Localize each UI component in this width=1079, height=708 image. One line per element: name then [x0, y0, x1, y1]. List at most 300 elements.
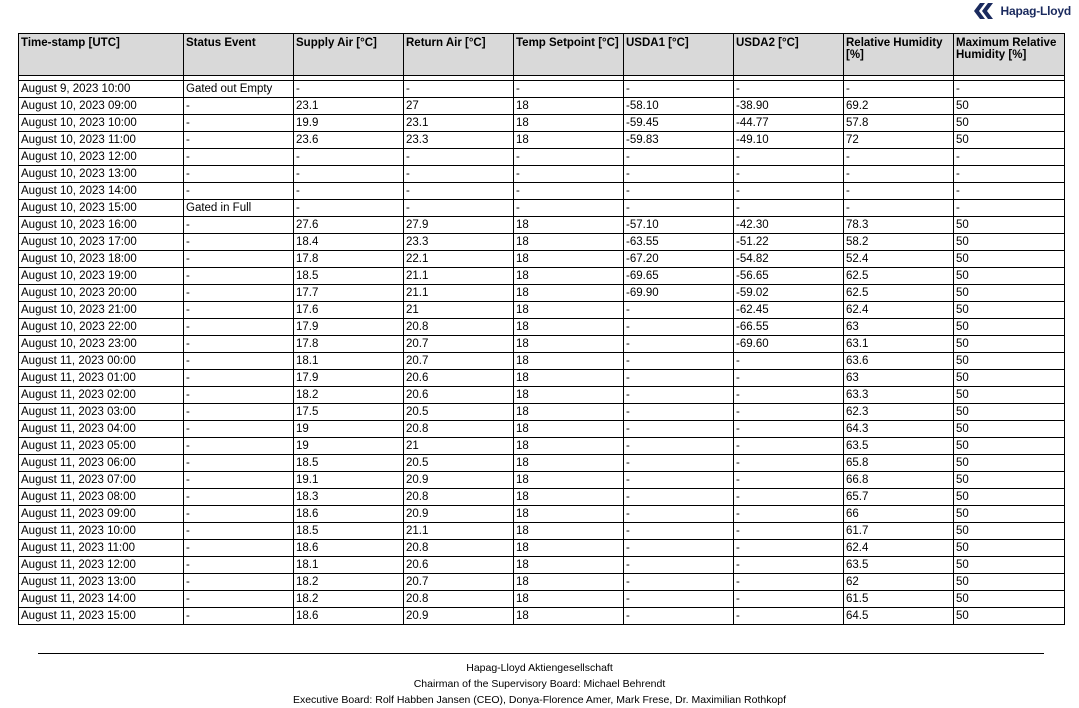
cell-temp-setpoint: 18	[514, 234, 624, 251]
cell-timestamp: August 11, 2023 05:00	[19, 438, 184, 455]
cell-relative-humidity: 57.8	[844, 115, 954, 132]
table-row	[19, 319, 1065, 336]
cell-timestamp: August 10, 2023 14:00	[19, 183, 184, 200]
cell-relative-humidity: 72	[844, 132, 954, 149]
cell-supply-air: 23.6	[294, 132, 404, 149]
cell-temp-setpoint: 18	[514, 319, 624, 336]
cell-relative-humidity: 63	[844, 370, 954, 387]
cell-status-event: -	[184, 506, 294, 523]
cell-return-air: 20.7	[404, 574, 514, 591]
cell-timestamp: August 11, 2023 12:00	[19, 557, 184, 574]
cell-temp-setpoint: -	[514, 183, 624, 200]
footer	[0, 660, 1079, 708]
cell-usda1: -	[624, 523, 734, 540]
cell-timestamp: August 11, 2023 01:00	[19, 370, 184, 387]
cell-max-relative-humidity: 50	[954, 523, 1065, 540]
cell-return-air: -	[404, 200, 514, 217]
cell-status-event: -	[184, 557, 294, 574]
cell-usda1: -	[624, 370, 734, 387]
cell-supply-air: 19.1	[294, 472, 404, 489]
cell-supply-air: 18.2	[294, 387, 404, 404]
cell-temp-setpoint: 18	[514, 132, 624, 149]
cell-usda1: -58.10	[624, 98, 734, 115]
cell-return-air: 21.1	[404, 285, 514, 302]
table-row	[19, 421, 1065, 438]
table-row	[19, 506, 1065, 523]
cell-usda1: -57.10	[624, 217, 734, 234]
cell-usda1: -69.90	[624, 285, 734, 302]
cell-relative-humidity: -	[844, 81, 954, 98]
logo-text: Hapag-Lloyd	[1000, 4, 1071, 18]
cell-relative-humidity: 64.5	[844, 608, 954, 625]
cell-supply-air: 18.1	[294, 353, 404, 370]
cell-return-air: -	[404, 149, 514, 166]
cell-usda2: -66.55	[734, 319, 844, 336]
cell-max-relative-humidity: 50	[954, 404, 1065, 421]
cell-relative-humidity: -	[844, 183, 954, 200]
table-row	[19, 302, 1065, 319]
cell-usda2: -59.02	[734, 285, 844, 302]
cell-usda1: -	[624, 489, 734, 506]
cell-usda1: -67.20	[624, 251, 734, 268]
cell-return-air: 20.8	[404, 591, 514, 608]
cell-return-air: 21	[404, 438, 514, 455]
cell-supply-air: 18.2	[294, 574, 404, 591]
cell-return-air: 20.6	[404, 557, 514, 574]
cell-usda1: -69.65	[624, 268, 734, 285]
table-row	[19, 540, 1065, 557]
cell-return-air: -	[404, 166, 514, 183]
cell-usda1: -	[624, 149, 734, 166]
column-header-supply-air: Supply Air [°C]	[294, 34, 404, 76]
footer-executive-board: Executive Board: Rolf Habben Jansen (CEO), Donya-Florence Amer, Mark Frese, Dr. Maximilian Rothkopf	[292, 694, 787, 706]
cell-usda1: -	[624, 591, 734, 608]
cell-timestamp: August 11, 2023 03:00	[19, 404, 184, 421]
cell-relative-humidity: 62.3	[844, 404, 954, 421]
cell-temp-setpoint: 18	[514, 591, 624, 608]
cell-temp-setpoint: 18	[514, 438, 624, 455]
footer-divider	[38, 653, 1044, 654]
cell-timestamp: August 11, 2023 02:00	[19, 387, 184, 404]
cell-max-relative-humidity: 50	[954, 489, 1065, 506]
reefer-data-table	[18, 33, 1065, 625]
table-row	[19, 200, 1065, 217]
table-row	[19, 166, 1065, 183]
cell-timestamp: August 10, 2023 15:00	[19, 200, 184, 217]
cell-max-relative-humidity: -	[954, 200, 1065, 217]
cell-timestamp: August 10, 2023 19:00	[19, 268, 184, 285]
cell-temp-setpoint: 18	[514, 455, 624, 472]
cell-usda2: -	[734, 149, 844, 166]
cell-status-event: -	[184, 336, 294, 353]
cell-return-air: -	[404, 81, 514, 98]
cell-relative-humidity: 62.4	[844, 302, 954, 319]
cell-relative-humidity: 66.8	[844, 472, 954, 489]
cell-timestamp: August 10, 2023 12:00	[19, 149, 184, 166]
cell-supply-air: 17.9	[294, 319, 404, 336]
cell-return-air: 21.1	[404, 268, 514, 285]
cell-supply-air: 18.3	[294, 489, 404, 506]
cell-temp-setpoint: -	[514, 81, 624, 98]
cell-status-event: -	[184, 217, 294, 234]
cell-temp-setpoint: 18	[514, 523, 624, 540]
cell-temp-setpoint: 18	[514, 302, 624, 319]
cell-usda2: -	[734, 523, 844, 540]
cell-status-event: -	[184, 166, 294, 183]
cell-relative-humidity: 63.5	[844, 557, 954, 574]
cell-max-relative-humidity: 50	[954, 438, 1065, 455]
cell-temp-setpoint: 18	[514, 540, 624, 557]
cell-return-air: 23.3	[404, 234, 514, 251]
cell-timestamp: August 11, 2023 09:00	[19, 506, 184, 523]
cell-timestamp: August 11, 2023 06:00	[19, 455, 184, 472]
cell-usda2: -	[734, 540, 844, 557]
table-row	[19, 591, 1065, 608]
cell-relative-humidity: -	[844, 200, 954, 217]
cell-return-air: 27.9	[404, 217, 514, 234]
cell-timestamp: August 11, 2023 08:00	[19, 489, 184, 506]
cell-max-relative-humidity: -	[954, 81, 1065, 98]
table-row	[19, 370, 1065, 387]
hapag-lloyd-logo-icon	[974, 3, 996, 19]
cell-supply-air: 19.9	[294, 115, 404, 132]
cell-temp-setpoint: -	[514, 166, 624, 183]
cell-relative-humidity: 65.7	[844, 489, 954, 506]
cell-relative-humidity: 66	[844, 506, 954, 523]
table-body	[19, 76, 1065, 625]
cell-timestamp: August 10, 2023 22:00	[19, 319, 184, 336]
cell-usda1: -	[624, 387, 734, 404]
cell-supply-air: 18.6	[294, 506, 404, 523]
cell-max-relative-humidity: 50	[954, 506, 1065, 523]
cell-max-relative-humidity: 50	[954, 319, 1065, 336]
table-row	[19, 353, 1065, 370]
cell-return-air: 20.7	[404, 353, 514, 370]
cell-temp-setpoint: 18	[514, 268, 624, 285]
table-row	[19, 183, 1065, 200]
table-row	[19, 455, 1065, 472]
cell-max-relative-humidity: 50	[954, 285, 1065, 302]
cell-temp-setpoint: 18	[514, 421, 624, 438]
cell-usda1: -	[624, 540, 734, 557]
cell-timestamp: August 10, 2023 11:00	[19, 132, 184, 149]
cell-temp-setpoint: 18	[514, 115, 624, 132]
cell-usda1: -	[624, 81, 734, 98]
footer-company: Hapag-Lloyd Aktiengesellschaft	[466, 662, 613, 674]
cell-usda2: -	[734, 472, 844, 489]
cell-relative-humidity: 58.2	[844, 234, 954, 251]
cell-max-relative-humidity: 50	[954, 132, 1065, 149]
cell-max-relative-humidity: 50	[954, 268, 1065, 285]
cell-timestamp: August 10, 2023 16:00	[19, 217, 184, 234]
cell-usda2: -	[734, 455, 844, 472]
cell-usda2: -	[734, 591, 844, 608]
cell-relative-humidity: -	[844, 166, 954, 183]
cell-temp-setpoint: -	[514, 149, 624, 166]
cell-supply-air: 18.5	[294, 268, 404, 285]
cell-supply-air: -	[294, 149, 404, 166]
cell-temp-setpoint: 18	[514, 251, 624, 268]
column-header-temp-setpoint: Temp Setpoint [°C]	[514, 34, 624, 76]
cell-usda1: -	[624, 608, 734, 625]
cell-timestamp: August 10, 2023 09:00	[19, 98, 184, 115]
column-header-relative-humidity: Relative Humidity [%]	[844, 34, 954, 76]
cell-relative-humidity: 63	[844, 319, 954, 336]
cell-max-relative-humidity: -	[954, 166, 1065, 183]
cell-usda1: -59.45	[624, 115, 734, 132]
cell-relative-humidity: 63.3	[844, 387, 954, 404]
cell-usda1: -	[624, 302, 734, 319]
cell-usda2: -54.82	[734, 251, 844, 268]
cell-supply-air: 18.5	[294, 523, 404, 540]
cell-relative-humidity: -	[844, 149, 954, 166]
cell-usda1: -63.55	[624, 234, 734, 251]
column-header-return-air: Return Air [°C]	[404, 34, 514, 76]
cell-status-event: -	[184, 115, 294, 132]
cell-max-relative-humidity: 50	[954, 608, 1065, 625]
cell-temp-setpoint: 18	[514, 506, 624, 523]
cell-supply-air: 18.4	[294, 234, 404, 251]
cell-usda1: -	[624, 336, 734, 353]
cell-supply-air: 17.8	[294, 336, 404, 353]
cell-supply-air: 18.6	[294, 540, 404, 557]
cell-usda1: -	[624, 421, 734, 438]
cell-max-relative-humidity: 50	[954, 455, 1065, 472]
cell-status-event: -	[184, 455, 294, 472]
cell-temp-setpoint: 18	[514, 608, 624, 625]
cell-relative-humidity: 62.5	[844, 285, 954, 302]
table-row	[19, 404, 1065, 421]
cell-timestamp: August 10, 2023 23:00	[19, 336, 184, 353]
cell-supply-air: 17.5	[294, 404, 404, 421]
cell-timestamp: August 10, 2023 13:00	[19, 166, 184, 183]
cell-status-event: -	[184, 353, 294, 370]
cell-max-relative-humidity: 50	[954, 98, 1065, 115]
cell-timestamp: August 10, 2023 17:00	[19, 234, 184, 251]
cell-relative-humidity: 63.1	[844, 336, 954, 353]
cell-supply-air: 27.6	[294, 217, 404, 234]
cell-usda2: -	[734, 404, 844, 421]
cell-usda2: -	[734, 81, 844, 98]
cell-max-relative-humidity: -	[954, 183, 1065, 200]
cell-temp-setpoint: 18	[514, 404, 624, 421]
cell-temp-setpoint: -	[514, 200, 624, 217]
table-row	[19, 81, 1065, 98]
cell-usda2: -	[734, 387, 844, 404]
cell-return-air: 20.5	[404, 455, 514, 472]
cell-return-air: -	[404, 183, 514, 200]
table-row	[19, 523, 1065, 540]
cell-status-event: -	[184, 591, 294, 608]
cell-usda2: -	[734, 353, 844, 370]
cell-supply-air: 17.7	[294, 285, 404, 302]
cell-temp-setpoint: 18	[514, 387, 624, 404]
cell-status-event: -	[184, 132, 294, 149]
cell-supply-air: 17.6	[294, 302, 404, 319]
cell-status-event: Gated out Empty	[184, 81, 294, 98]
cell-max-relative-humidity: 50	[954, 421, 1065, 438]
cell-supply-air: 19	[294, 438, 404, 455]
cell-usda2: -	[734, 421, 844, 438]
cell-max-relative-humidity: 50	[954, 115, 1065, 132]
table-row	[19, 574, 1065, 591]
cell-max-relative-humidity: 50	[954, 557, 1065, 574]
cell-usda2: -69.60	[734, 336, 844, 353]
cell-status-event: -	[184, 98, 294, 115]
table-row	[19, 608, 1065, 625]
cell-supply-air: 17.9	[294, 370, 404, 387]
cell-return-air: 20.9	[404, 608, 514, 625]
cell-supply-air: 18.1	[294, 557, 404, 574]
cell-return-air: 20.9	[404, 472, 514, 489]
cell-relative-humidity: 64.3	[844, 421, 954, 438]
cell-usda1: -	[624, 404, 734, 421]
cell-usda1: -	[624, 506, 734, 523]
cell-timestamp: August 11, 2023 10:00	[19, 523, 184, 540]
cell-status-event: -	[184, 523, 294, 540]
cell-timestamp: August 10, 2023 10:00	[19, 115, 184, 132]
table-row	[19, 489, 1065, 506]
cell-usda2: -	[734, 183, 844, 200]
cell-return-air: 20.8	[404, 489, 514, 506]
cell-relative-humidity: 52.4	[844, 251, 954, 268]
column-header-usda2: USDA2 [°C]	[734, 34, 844, 76]
cell-return-air: 23.1	[404, 115, 514, 132]
table-row	[19, 557, 1065, 574]
cell-timestamp: August 9, 2023 10:00	[19, 81, 184, 98]
cell-return-air: 20.9	[404, 506, 514, 523]
cell-temp-setpoint: 18	[514, 285, 624, 302]
table-row	[19, 98, 1065, 115]
cell-status-event: -	[184, 421, 294, 438]
cell-usda1: -	[624, 472, 734, 489]
cell-supply-air: -	[294, 166, 404, 183]
cell-usda2: -42.30	[734, 217, 844, 234]
table-row	[19, 387, 1065, 404]
cell-max-relative-humidity: 50	[954, 472, 1065, 489]
table-row	[19, 285, 1065, 302]
cell-usda2: -56.65	[734, 268, 844, 285]
cell-return-air: 23.3	[404, 132, 514, 149]
cell-status-event: -	[184, 387, 294, 404]
cell-usda2: -	[734, 506, 844, 523]
cell-relative-humidity: 78.3	[844, 217, 954, 234]
cell-temp-setpoint: 18	[514, 336, 624, 353]
cell-status-event: -	[184, 438, 294, 455]
cell-usda2: -	[734, 608, 844, 625]
cell-usda2: -49.10	[734, 132, 844, 149]
cell-relative-humidity: 63.6	[844, 353, 954, 370]
cell-usda1: -	[624, 183, 734, 200]
cell-status-event: -	[184, 149, 294, 166]
cell-max-relative-humidity: 50	[954, 370, 1065, 387]
cell-return-air: 20.8	[404, 540, 514, 557]
cell-max-relative-humidity: 50	[954, 387, 1065, 404]
cell-relative-humidity: 62.4	[844, 540, 954, 557]
cell-status-event: -	[184, 285, 294, 302]
cell-return-air: 22.1	[404, 251, 514, 268]
cell-status-event: -	[184, 319, 294, 336]
cell-relative-humidity: 65.8	[844, 455, 954, 472]
cell-max-relative-humidity: 50	[954, 540, 1065, 557]
cell-status-event: -	[184, 251, 294, 268]
cell-usda1: -	[624, 319, 734, 336]
cell-timestamp: August 11, 2023 11:00	[19, 540, 184, 557]
cell-usda1: -	[624, 574, 734, 591]
cell-max-relative-humidity: 50	[954, 574, 1065, 591]
cell-temp-setpoint: 18	[514, 370, 624, 387]
cell-relative-humidity: 62.5	[844, 268, 954, 285]
cell-usda1: -	[624, 353, 734, 370]
table-row	[19, 115, 1065, 132]
cell-timestamp: August 11, 2023 13:00	[19, 574, 184, 591]
cell-timestamp: August 10, 2023 20:00	[19, 285, 184, 302]
cell-timestamp: August 11, 2023 04:00	[19, 421, 184, 438]
cell-status-event: -	[184, 608, 294, 625]
cell-relative-humidity: 62	[844, 574, 954, 591]
cell-return-air: 20.8	[404, 421, 514, 438]
cell-usda2: -	[734, 438, 844, 455]
column-header-usda1: USDA1 [°C]	[624, 34, 734, 76]
cell-timestamp: August 11, 2023 14:00	[19, 591, 184, 608]
cell-status-event: -	[184, 540, 294, 557]
cell-max-relative-humidity: 50	[954, 251, 1065, 268]
cell-status-event: Gated in Full	[184, 200, 294, 217]
cell-timestamp: August 11, 2023 00:00	[19, 353, 184, 370]
cell-supply-air: 17.8	[294, 251, 404, 268]
cell-usda2: -	[734, 370, 844, 387]
cell-usda2: -62.45	[734, 302, 844, 319]
column-header-timestamp: Time-stamp [UTC]	[19, 34, 184, 76]
cell-supply-air: 23.1	[294, 98, 404, 115]
cell-status-event: -	[184, 302, 294, 319]
cell-return-air: 20.5	[404, 404, 514, 421]
cell-supply-air: -	[294, 183, 404, 200]
cell-return-air: 20.7	[404, 336, 514, 353]
cell-temp-setpoint: 18	[514, 353, 624, 370]
cell-relative-humidity: 61.7	[844, 523, 954, 540]
cell-return-air: 21.1	[404, 523, 514, 540]
cell-usda2: -	[734, 557, 844, 574]
cell-supply-air: 18.6	[294, 608, 404, 625]
cell-usda2: -	[734, 574, 844, 591]
cell-max-relative-humidity: -	[954, 149, 1065, 166]
cell-supply-air: 19	[294, 421, 404, 438]
table-row	[19, 234, 1065, 251]
cell-status-event: -	[184, 268, 294, 285]
cell-status-event: -	[184, 489, 294, 506]
cell-relative-humidity: 61.5	[844, 591, 954, 608]
column-header-status-event: Status Event	[184, 34, 294, 76]
cell-status-event: -	[184, 234, 294, 251]
cell-supply-air: -	[294, 81, 404, 98]
cell-status-event: -	[184, 370, 294, 387]
cell-temp-setpoint: 18	[514, 557, 624, 574]
cell-status-event: -	[184, 574, 294, 591]
cell-timestamp: August 10, 2023 21:00	[19, 302, 184, 319]
cell-timestamp: August 11, 2023 15:00	[19, 608, 184, 625]
cell-usda2: -	[734, 166, 844, 183]
table-row	[19, 132, 1065, 149]
cell-return-air: 20.6	[404, 370, 514, 387]
cell-usda1: -	[624, 438, 734, 455]
cell-supply-air: -	[294, 200, 404, 217]
cell-return-air: 27	[404, 98, 514, 115]
table-row	[19, 336, 1065, 353]
cell-relative-humidity: 63.5	[844, 438, 954, 455]
cell-max-relative-humidity: 50	[954, 336, 1065, 353]
cell-status-event: -	[184, 404, 294, 421]
